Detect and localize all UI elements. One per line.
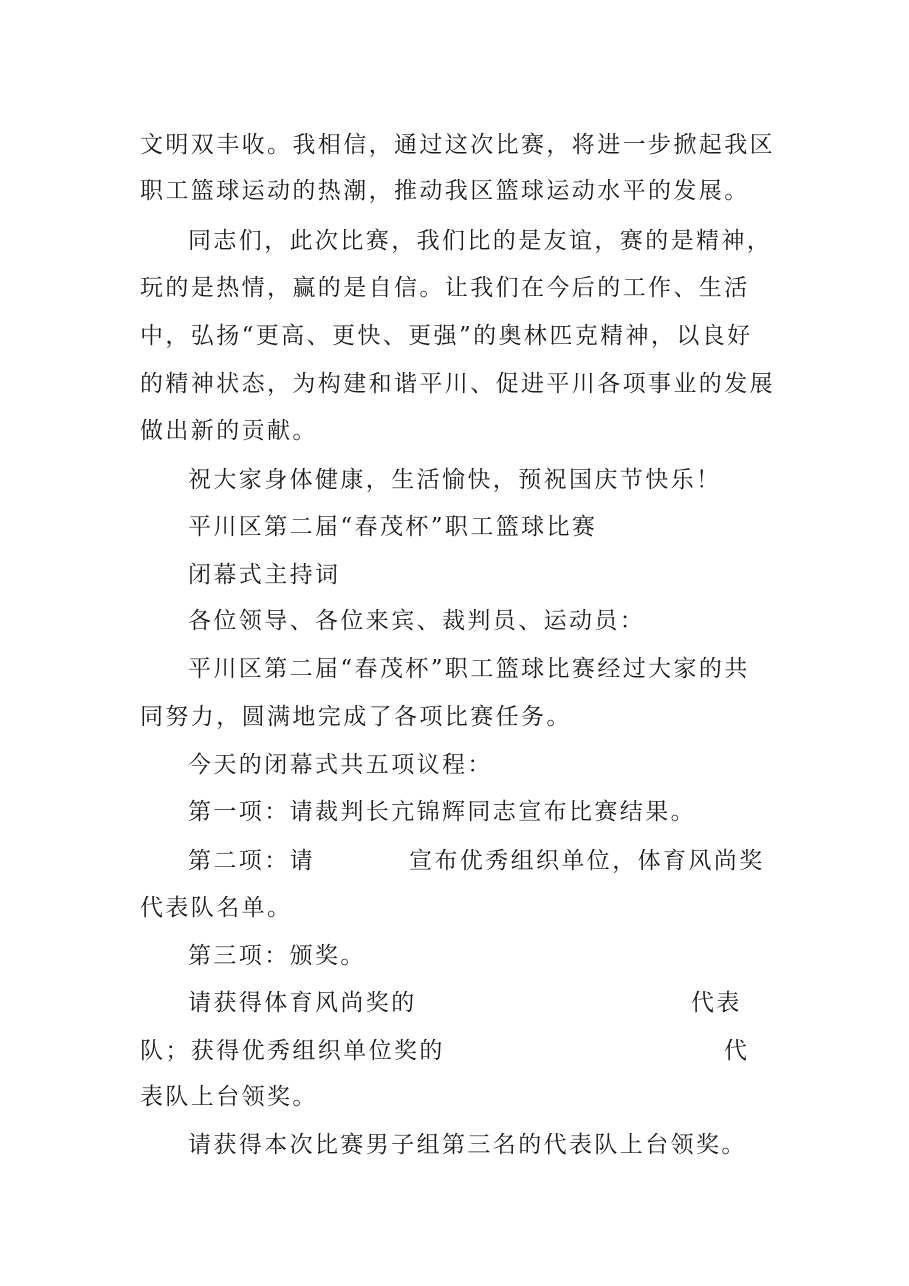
paragraph-line: 平川区第二届“春茂杯”职工篮球比赛经过大家的共 [188, 656, 750, 682]
heading-line: 平川区第二届“春茂杯”职工篮球比赛 [188, 514, 598, 540]
paragraph-line-end: 代表 [691, 990, 742, 1016]
paragraph-line: 今天的闭幕式共五项议程： [188, 752, 493, 778]
paragraph-line: 做出新的贡献。 [140, 418, 318, 444]
paragraph-line: 同努力，圆满地完成了各项比赛任务。 [140, 704, 572, 730]
paragraph-line: 文明双丰收。我相信，通过这次比赛，将进一步掀起我区 [140, 132, 775, 158]
paragraph-line-end: 代 [724, 1038, 750, 1064]
agenda-item-2: 第二项：请 [188, 848, 315, 874]
paragraph-line: 同志们，此次比赛，我们比的是友谊，赛的是精神， [188, 228, 773, 254]
paragraph-line: 玩的是热情，赢的是自信。让我们在今后的工作、生活 [140, 275, 750, 301]
paragraph-line: 表队上台领奖。 [140, 1084, 318, 1110]
agenda-item-3: 第三项：颁奖。 [188, 943, 366, 969]
agenda-item-1: 第一项：请裁判长亢锦辉同志宣布比赛结果。 [188, 799, 696, 825]
paragraph-line: 中，弘扬“更高、更快、更强”的奥林匹克精神，以良好 [140, 323, 753, 349]
paragraph-line: 职工篮球运动的热潮，推动我区篮球运动水平的发展。 [140, 178, 750, 204]
paragraph-line: 请获得体育风尚奖的 [188, 990, 417, 1016]
paragraph-line: 的精神状态，为构建和谐平川、促进平川各项事业的发展 [140, 371, 775, 397]
agenda-item-2-continued: 宣布优秀组织单位，体育风尚奖 [409, 848, 765, 874]
paragraph-line: 请获得本次比赛男子组第三名的代表队上台领奖。 [188, 1132, 747, 1158]
salutation-line: 各位领导、各位来宾、裁判员、运动员： [188, 608, 646, 634]
heading-line: 闭幕式主持词 [188, 562, 341, 588]
paragraph-line: 队；获得优秀组织单位奖的 [140, 1038, 445, 1064]
paragraph-line: 代表队名单。 [140, 895, 293, 921]
paragraph-line: 祝大家身体健康，生活愉快，预祝国庆节快乐！ [188, 467, 722, 493]
